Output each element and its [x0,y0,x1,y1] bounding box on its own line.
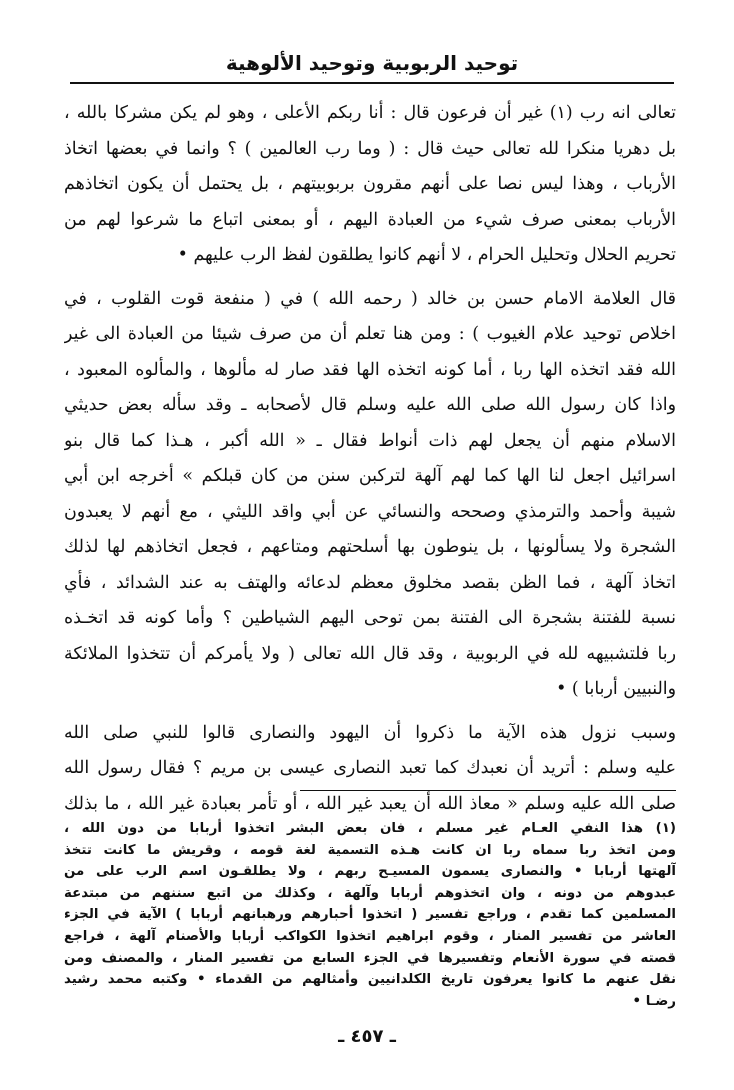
text-line: الأرباب ، وهذا ليس نصا على أنهم مقرون بربوبيتهم ، بل يحتمل أن يكون اتخاذهم [64,174,676,194]
footnote-line: ومن اتخذ ربا سماه ربا ان كانت هـذه التسمية لغة قومه ، وقريش ما كانت تتخذ [64,842,676,858]
main-text [64,96,676,822]
footnote-line: المسلمين كما تقدم ، وراجع تفسير ( اتخذوا أحبارهم ورهبانهم أربابا ) الآية في الجزء [64,907,676,923]
text-line: تحريم الحلال وتحليل الحرام ، لا أنهم كانوا يطلقون لفظ الرب عليهم • [177,245,676,265]
text-line: شيبة وأحمد والترمذي وصححه والنسائي عن أبي واقد الليثي ، مع أنهم لا يعبدون [64,501,676,522]
page-number: ـ ٤٥٧ ـ [338,1026,396,1047]
text-line: بل دهريا منكرا لله تعالى حيث قال : ( وما رب العالمين ) ؟ وانما في بعضها اتخاذ [64,138,676,159]
text-line: والنبيين أربابا ) • [556,679,676,699]
footnote-line: عبدوهم من دونه ، وان اتخذوهم أربابا وآلهة ، وكذلك من اتبع سننهم من مبتدعة [64,885,676,901]
text-line: واذا كان رسول الله صلى الله عليه وسلم قال لأصحابه ـ وقد سأله بعض حديثي [64,395,676,415]
running-header: توحيد الربوبية وتوحيد الألوهية [225,51,519,75]
text-line: الشجرة ولا يسألونها ، بل ينوطون بها أسلحتهم ومتاعهم ، فجعل اتخاذهم لها لذلك [64,537,676,557]
text-line: نسبة للفتنة بشجرة الى الفتنة بمن توحى اليهم الشياطين ؟ وأما كونه قد اتخـذه [64,608,676,628]
footnote-line: قصته في سورة الأنعام وتفسيرها في الجزء السابع من تفسير المنار ، والمصنف ومن [64,950,676,966]
text-line: تعالى انه رب (١) غير أن فرعون قال : أنا ربكم الأعلى ، وهو لم يكن مشركا بالله ، [64,103,676,123]
footnote-line: آلهتها أربابا • والنصارى يسمون المسيـح ربهم ، ولا يطلقـون اسم الرب على من [64,864,676,880]
footnote-rule [300,790,676,791]
text-line: ربا فلتشبيهه لله في الربوبية ، وقد قال الله تعالى ( ولا يأمركم أن تتخذوا الملائكة [64,643,676,664]
text-line: الأرباب بمعنى صرف شيء من العبادة اليهم ، أو بمعنى اتباع ما شرعوا لهم من [64,209,676,230]
text-line: اتخاذ آلهة ، فما الظن بقصد مخلوق معظم لدعائه والهتف به عند الشدائد ، فأي [64,572,676,593]
footnote-line: (١) هذا النفي العـام غير مسلم ، فان بعض البشر اتخذوا أربابا من دون الله ، [64,821,676,836]
footnote-line: رضـا • [632,993,676,1009]
footnote-line: نقل عنهم ما كانوا يعرفون تاريخ الكلدانيين وأمثالهم من القدماء • وكتبه محمد رشيد [64,972,676,988]
footnote-line: العاشر من تفسير المنار ، وقوم ابراهيم اتخذوا الكواكب أربابا والأصنام آلهة ، فراجع [64,928,676,944]
text-line: الله فقد اتخذه الها ربا ، أما كونه اتخذه الها فقد صار له مألوها ، والمألوه المعبود ، [64,359,676,380]
text-line: اخلاص توحيد علام الغيوب ) : ومن هنا تعلم أن من صرف شيئا من العبادة الى غير [64,324,676,344]
text-line: اسرائيل اجعل لنا الها كما لهم آلهة لتركبن سنن من كان قبلكم » أخرجه ابن أبي [64,466,676,486]
footnotes [64,818,676,1012]
text-line: وسبب نزول هذه الآية ما ذكروا أن اليهود والنصارى قالوا للنبي صلى الله [64,722,676,743]
text-line: عليه وسلم : أتريد أن نعبدك كما تعبد النصارى عيسى بن مريم ؟ فقال رسول الله [64,758,676,778]
text-line: صلى الله عليه وسلم « معاذ الله أن يعبد غير الله ، أو تأمر بعبادة غير الله ، ما بذلك [64,793,676,814]
text-line: قال العلامة الامام حسن بن خالد ( رحمه الله ) في ( منفعة قوت القلوب ، في [64,288,676,309]
header-rule [70,82,674,84]
text-line: الاسلام منهم أن يجعل لهم ذات أنواط فقال ـ « الله أكبر ، هـذا كما قال بنو [64,430,676,451]
